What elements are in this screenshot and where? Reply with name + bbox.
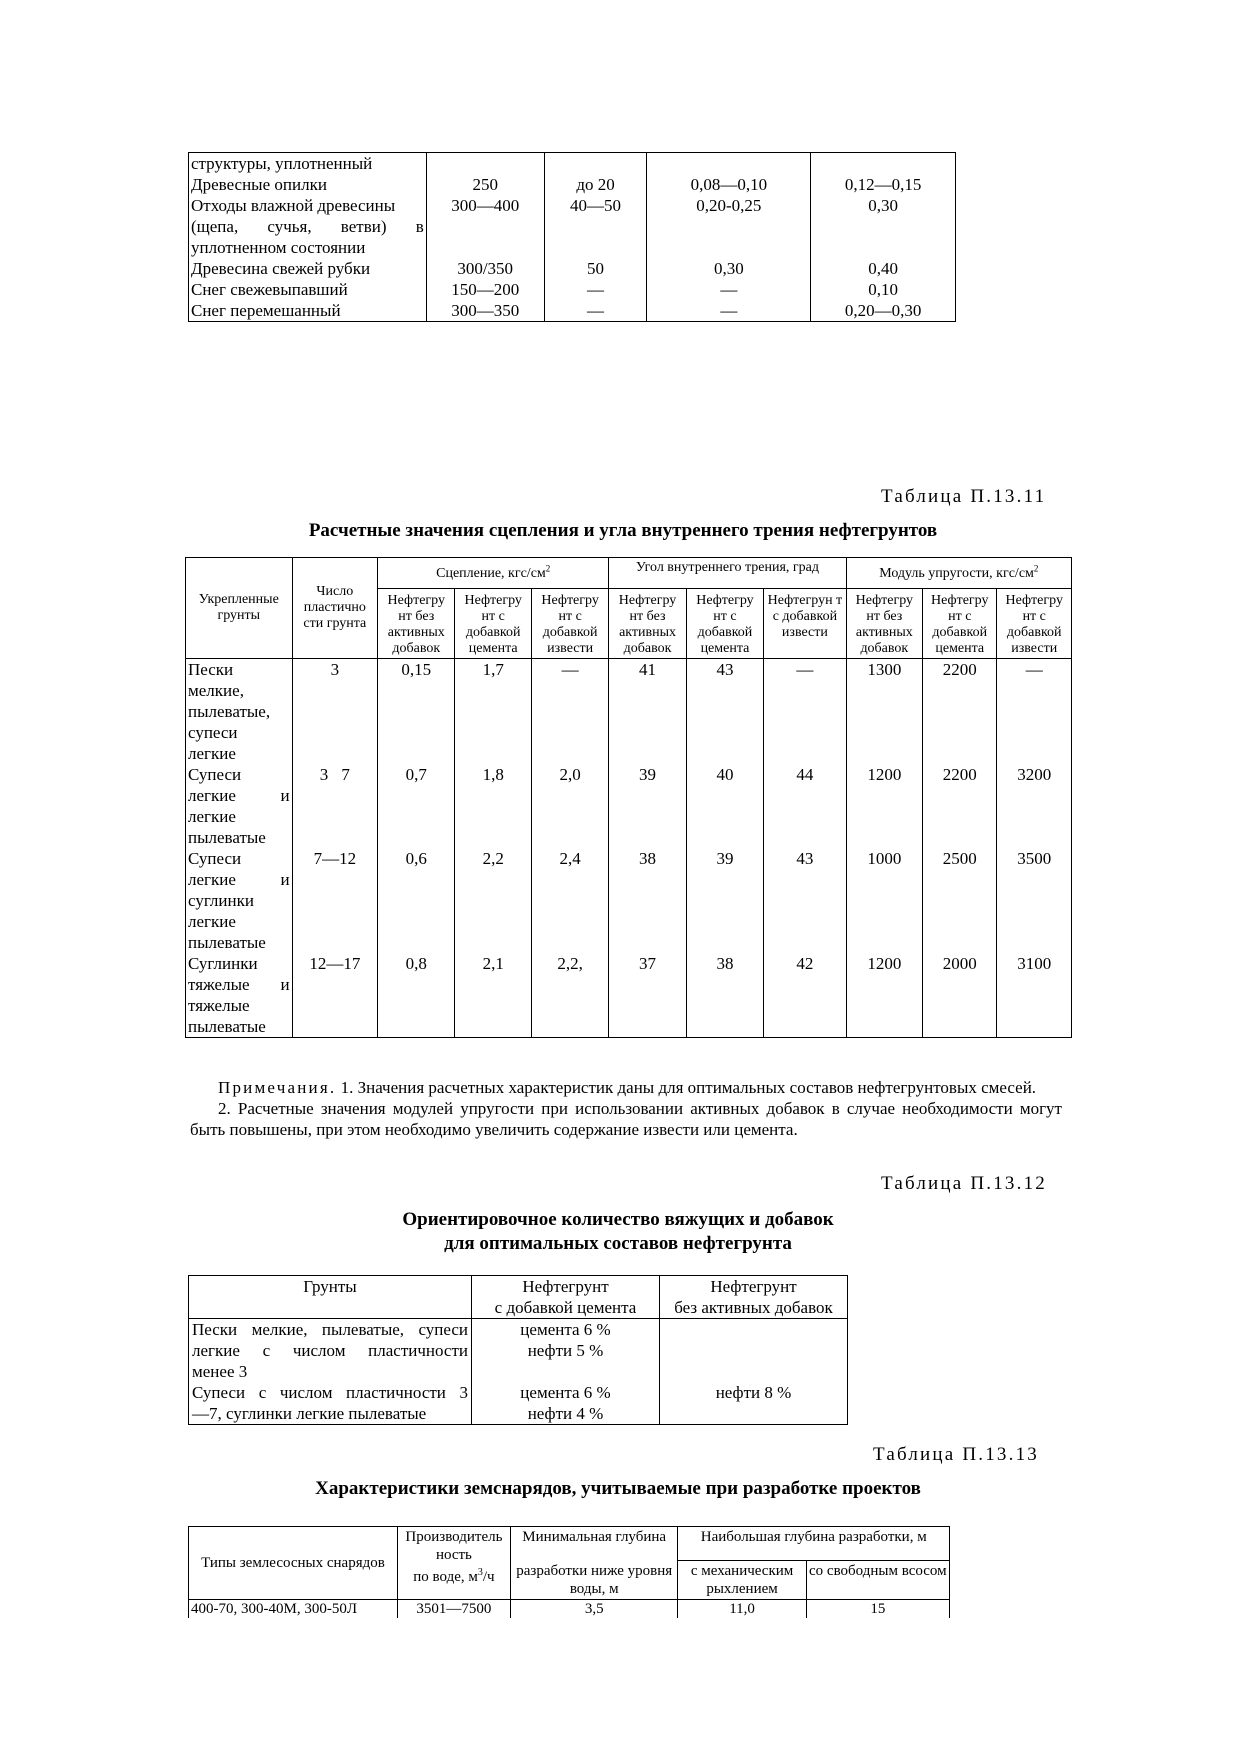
value-cell: 0,20—0,30	[811, 300, 956, 322]
value-cell: цемента 6 %	[472, 1382, 660, 1403]
value-cell: 0,30	[811, 195, 956, 216]
note-1: Примечания. 1. Значения расчетных характеристик даны для оптимальных составов нефтегрунтовых смесей.	[218, 1078, 1037, 1097]
value-cell: 3,5	[510, 1600, 678, 1619]
material-name: Снег свежевыпавший	[189, 279, 427, 300]
table-row	[189, 153, 956, 175]
soil-name: легкие с числом пластичности	[189, 1340, 472, 1361]
value-cell: 2000	[923, 953, 997, 1038]
header-max-depth: Наибольшая глубина разработки, м	[678, 1527, 950, 1561]
table-row	[189, 1340, 848, 1361]
soil-name: Супеси с числом пластичности 3	[189, 1382, 472, 1403]
value-cell: 43	[686, 658, 763, 764]
value-cell: 50	[544, 258, 647, 279]
header-free-suction: со свободным всосом	[806, 1561, 949, 1600]
value-cell: 39	[609, 764, 686, 848]
header-min-depth: Минимальная глубина разработки ниже уровня воды, м	[510, 1527, 678, 1600]
nefgrunt-table	[185, 557, 1072, 1038]
soil-name: Суглинки тяжелые и тяжелые пылеватые	[186, 953, 293, 1038]
materials-table	[188, 152, 956, 322]
plasticity-value: 3	[292, 658, 377, 764]
table-label: Таблица П.13.12	[881, 1173, 1047, 1194]
value-cell: 0,12—0,15	[811, 174, 956, 195]
table-title: Ориентировочное количество вяжущих и добавок для оптимальных составов нефтегрунта	[402, 1209, 834, 1254]
value-cell: нефти 4 %	[472, 1403, 660, 1425]
value-cell: 0,6	[378, 848, 455, 953]
header-cohesion: Сцепление, кгс/$см^2$	[378, 558, 609, 589]
header-dredger-types: Типы землесосных снарядов	[189, 1527, 398, 1600]
value-cell: —	[997, 658, 1072, 764]
value-cell: 38	[686, 953, 763, 1038]
value-cell	[647, 237, 811, 258]
material-name: (щепа, сучья, ветви) в	[189, 216, 427, 237]
header-friction-angle: Угол внутреннего трения, град	[609, 558, 846, 589]
dredger-type: 400-70, 300-40М, 300-50Л	[189, 1600, 398, 1619]
value-cell: 150—200	[426, 279, 544, 300]
table-row	[186, 953, 1072, 1038]
value-cell	[544, 153, 647, 175]
value-cell	[659, 1403, 847, 1425]
value-cell: нефти 5 %	[472, 1340, 660, 1361]
plasticity-value: 7—12	[292, 848, 377, 953]
material-name: уплотненном состоянии	[189, 237, 427, 258]
subheader-cell: Нефтегру нт с добавкой извести	[531, 588, 608, 658]
value-cell: 37	[609, 953, 686, 1038]
value-cell: —	[544, 300, 647, 322]
subheader-cell: Нефтегру нт без активных добавок	[609, 588, 686, 658]
table-row	[189, 216, 956, 237]
value-cell: 1200	[846, 953, 922, 1038]
value-cell: до 20	[544, 174, 647, 195]
subheader-cell: Нефтегру нт без активных добавок	[846, 588, 922, 658]
material-name: структуры, уплотненный	[189, 153, 427, 175]
value-cell	[811, 216, 956, 237]
binders-table	[188, 1275, 848, 1425]
soil-name: Пески мелкие, пылеватые, супеси легкие	[186, 658, 293, 764]
table-title: Расчетные значения сцепления и угла внутреннего трения нефтегрунтов	[308, 520, 938, 541]
value-cell: 1300	[846, 658, 922, 764]
header-cement: Нефтегрунт с добавкой цемента	[472, 1276, 660, 1319]
table-row	[186, 658, 1072, 764]
soil-name: Супеси легкие и легкие пылеватые	[186, 764, 293, 848]
subheader-cell: Нефтегрун т с добавкой извести	[764, 588, 846, 658]
table-row	[189, 1319, 848, 1341]
soil-name: —7, суглинки легкие пылеватые	[189, 1403, 472, 1425]
plasticity-value: 12—17	[292, 953, 377, 1038]
value-cell: —	[531, 658, 608, 764]
notes	[190, 1077, 1062, 1140]
value-cell	[426, 237, 544, 258]
value-cell: 0,40	[811, 258, 956, 279]
value-cell: 0,7	[378, 764, 455, 848]
material-name: Древесина свежей рубки	[189, 258, 427, 279]
table-row	[186, 848, 1072, 953]
subheader-cell: Нефтегру нт с добавкой цемента	[686, 588, 763, 658]
value-cell	[544, 237, 647, 258]
header-mechanical: с механическим рыхлением	[678, 1561, 806, 1600]
value-cell: 3501—7500	[397, 1600, 510, 1619]
value-cell: 1200	[846, 764, 922, 848]
value-cell: 300/350	[426, 258, 544, 279]
value-cell	[647, 216, 811, 237]
subheader-cell: Нефтегру нт без активных добавок	[378, 588, 455, 658]
header-soils: Грунты	[189, 1276, 472, 1319]
table-row	[189, 1382, 848, 1403]
value-cell	[659, 1319, 847, 1341]
value-cell: 2500	[923, 848, 997, 953]
note-2: 2. Расчетные значения модулей упругости при использовании активных добавок в случае необходимости могут быть повышены, при этом необходимо увеличить содержание извести или цемента.	[190, 1099, 1062, 1139]
value-cell: 11,0	[678, 1600, 806, 1619]
value-cell: —	[647, 279, 811, 300]
soil-name: Пески мелкие, пылеватые, супеси	[189, 1319, 472, 1341]
header-productivity: Производитель ность по воде, $м^3/ч$	[397, 1527, 510, 1600]
value-cell: 1,8	[455, 764, 531, 848]
header-elastic-modulus: Модуль упругости, кгс/$см^2$	[846, 558, 1071, 589]
value-cell: 2,2	[455, 848, 531, 953]
subheader-cell: Нефтегру нт с добавкой цемента	[455, 588, 531, 658]
table-row	[186, 764, 1072, 848]
header-soils: Укрепленные грунты	[186, 558, 293, 659]
value-cell	[426, 153, 544, 175]
subheader-cell: Нефтегру нт с добавкой цемента	[923, 588, 997, 658]
value-cell: —	[544, 279, 647, 300]
value-cell: 0,08—0,10	[647, 174, 811, 195]
value-cell	[472, 1361, 660, 1382]
material-name: Отходы влажной древесины	[189, 195, 427, 216]
value-cell: 2200	[923, 764, 997, 848]
table-row	[189, 1600, 950, 1619]
material-name: Древесные опилки	[189, 174, 427, 195]
table-label: Таблица П.13.11	[881, 486, 1047, 507]
soil-name: менее 3	[189, 1361, 472, 1382]
value-cell: 2200	[923, 658, 997, 764]
table-row	[189, 300, 956, 322]
value-cell: 2,4	[531, 848, 608, 953]
table-row	[189, 279, 956, 300]
value-cell: 41	[609, 658, 686, 764]
value-cell: 40—50	[544, 195, 647, 216]
value-cell: 43	[764, 848, 846, 953]
value-cell: 0,10	[811, 279, 956, 300]
table-row	[189, 195, 956, 216]
value-cell: 3100	[997, 953, 1072, 1038]
table-title: Характеристики земснарядов, учитываемые при разработке проектов	[315, 1478, 921, 1499]
table-row	[189, 237, 956, 258]
value-cell: 250	[426, 174, 544, 195]
value-cell	[659, 1340, 847, 1361]
value-cell	[659, 1361, 847, 1382]
value-cell: 0,8	[378, 953, 455, 1038]
value-cell: 15	[806, 1600, 949, 1619]
value-cell: 0,15	[378, 658, 455, 764]
value-cell: —	[764, 658, 846, 764]
value-cell: 44	[764, 764, 846, 848]
table-row	[189, 258, 956, 279]
plasticity-value: 3􀀀7	[292, 764, 377, 848]
value-cell: —	[647, 300, 811, 322]
value-cell: 300—350	[426, 300, 544, 322]
header-plasticity: Число пластично сти грунта	[292, 558, 377, 659]
value-cell: 39	[686, 848, 763, 953]
table-row	[189, 1361, 848, 1382]
value-cell: 0,30	[647, 258, 811, 279]
value-cell	[426, 216, 544, 237]
value-cell: 2,0	[531, 764, 608, 848]
value-cell: 42	[764, 953, 846, 1038]
value-cell	[647, 153, 811, 175]
value-cell: 40	[686, 764, 763, 848]
subheader-cell: Нефтегру нт с добавкой извести	[997, 588, 1072, 658]
value-cell: 3500	[997, 848, 1072, 953]
value-cell: 0,20-0,25	[647, 195, 811, 216]
soil-name: Супеси легкие и суглинки легкие пылеватые	[186, 848, 293, 953]
table-row	[189, 1403, 848, 1425]
value-cell: 3200	[997, 764, 1072, 848]
value-cell: нефти 8 %	[659, 1382, 847, 1403]
value-cell	[544, 216, 647, 237]
value-cell: 1000	[846, 848, 922, 953]
notes-lead: Примечания.	[218, 1078, 337, 1097]
table-row	[189, 174, 956, 195]
value-cell: 300—400	[426, 195, 544, 216]
material-name: Снег перемешанный	[189, 300, 427, 322]
value-cell	[811, 153, 956, 175]
value-cell: цемента 6 %	[472, 1319, 660, 1341]
value-cell: 38	[609, 848, 686, 953]
value-cell: 2,2,	[531, 953, 608, 1038]
table-label: Таблица П.13.13	[873, 1444, 1039, 1465]
value-cell: 2,1	[455, 953, 531, 1038]
dredgers-table	[188, 1526, 950, 1618]
header-no-additives: Нефтегрунт без активных добавок	[659, 1276, 847, 1319]
value-cell: 1,7	[455, 658, 531, 764]
value-cell	[811, 237, 956, 258]
